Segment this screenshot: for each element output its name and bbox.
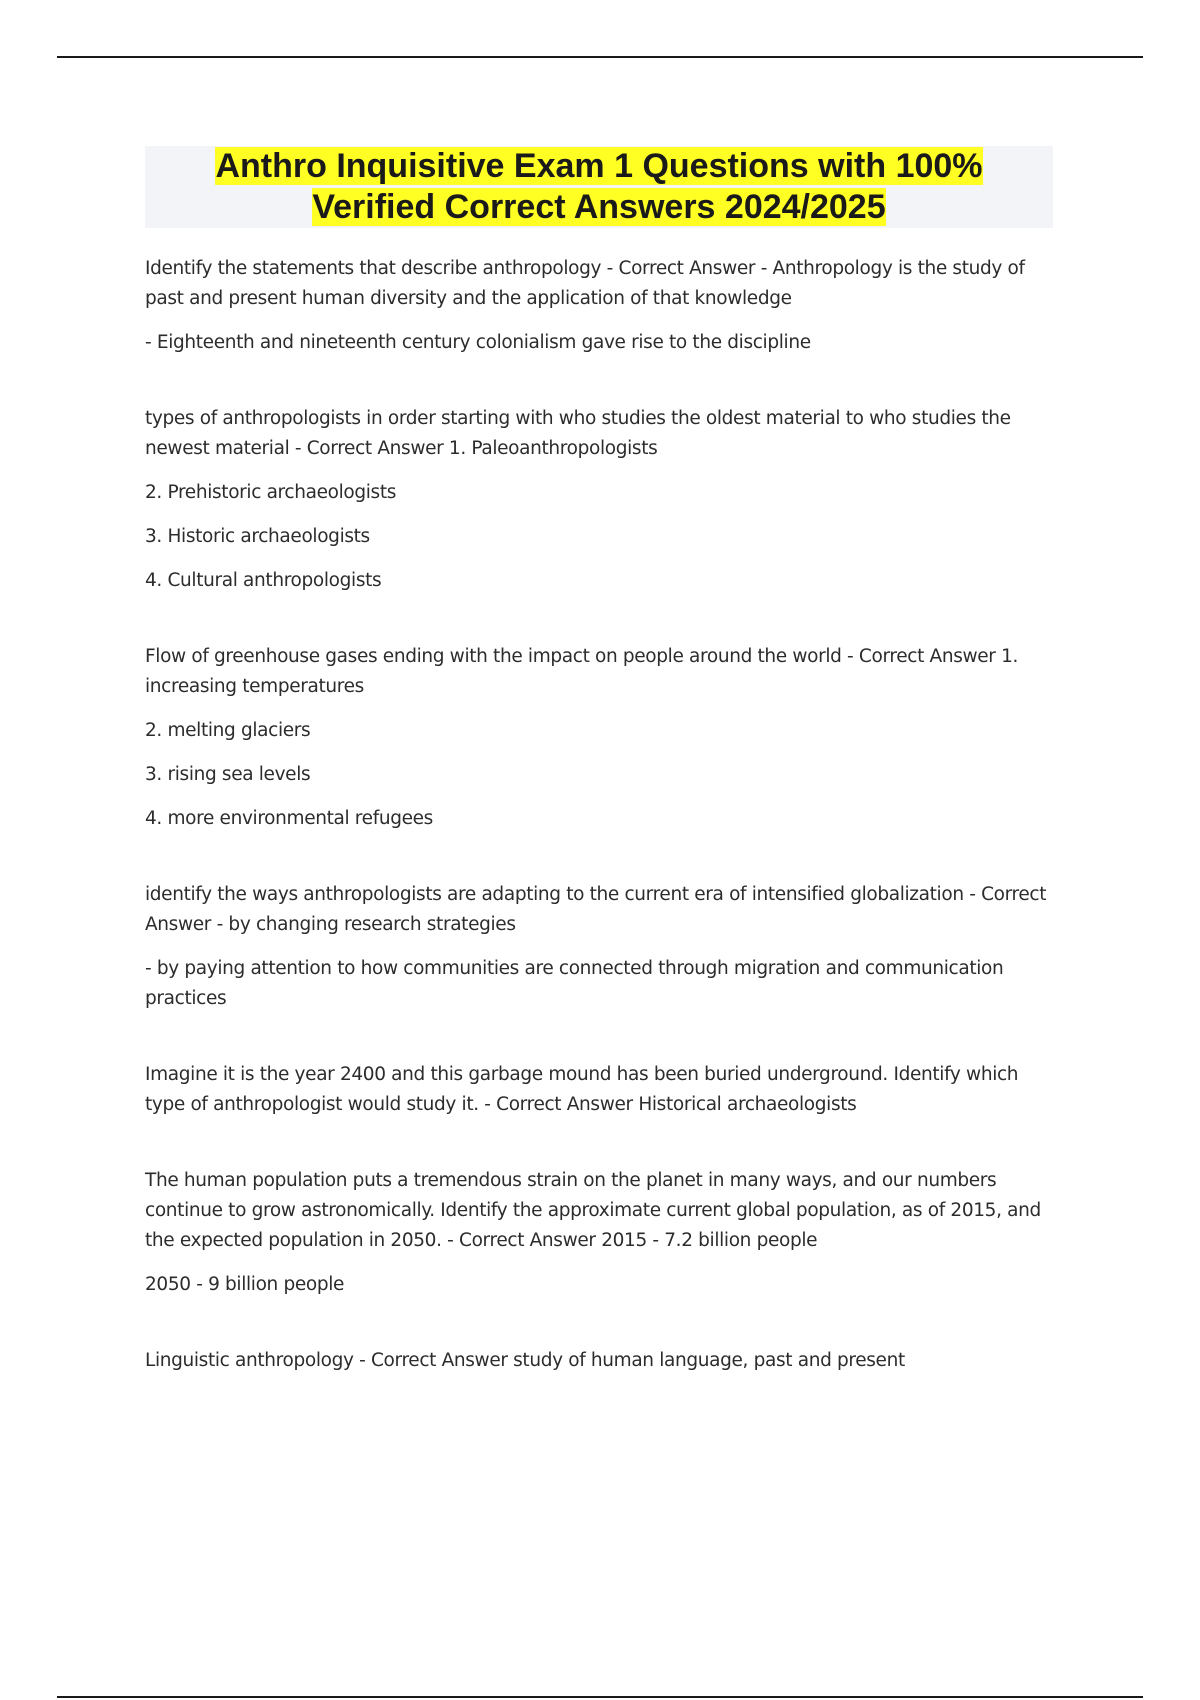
qa-item <box>145 404 1055 596</box>
qa-item <box>145 880 1055 1014</box>
document-title-line-2: Verified Correct Answers 2024/2025 <box>312 188 886 226</box>
question-text: Flow of greenhouse gases ending with the impact on people around the world - Correct Answer 1. increasing temperatures <box>145 646 1019 697</box>
qa-item <box>145 1166 1055 1300</box>
question-text: Imagine it is the year 2400 and this garbage mound has been buried underground. Identify which type of anthropologist would study it. - Correct Answer Historical archaeologists <box>145 1064 1019 1115</box>
footer-rule <box>57 1696 1143 1698</box>
answer-line: 4. more environmental refugees <box>145 808 433 829</box>
question-text: types of anthropologists in order starting with who studies the oldest material to who studies the newest material - Correct Answer 1. Paleoanthropologists <box>145 408 1011 459</box>
question-text: identify the ways anthropologists are adapting to the current era of intensified globalization - Correct Answer - by changing research strategies <box>145 884 1047 935</box>
answer-line: 4. Cultural anthropologists <box>145 570 382 591</box>
answer-line: - Eighteenth and nineteenth century colonialism gave rise to the discipline <box>145 332 811 353</box>
header-rule <box>57 56 1143 58</box>
answer-line: - by paying attention to how communities are connected through migration and communication practices <box>145 958 1004 1009</box>
answer-line: 2. Prehistoric archaeologists <box>145 482 397 503</box>
qa-item <box>145 1346 1055 1376</box>
answer-line: 3. Historic archaeologists <box>145 526 370 547</box>
question-text: The human population puts a tremendous strain on the planet in many ways, and our numbers continue to grow astronomically. Identify the approximate current global population, as of 2015, and the expected population in 2050. - Correct Answer 2015 - 7.2 billion people <box>145 1170 1041 1251</box>
question-text: Identify the statements that describe anthropology - Correct Answer - Anthropology is the study of past and present human diversity and the application of that knowledge <box>145 258 1025 309</box>
title-banner <box>145 146 1053 228</box>
document-title-line-1: Anthro Inquisitive Exam 1 Questions with 100% <box>215 147 983 185</box>
qa-item <box>145 1060 1055 1120</box>
answer-line: 2. melting glaciers <box>145 720 311 741</box>
qa-item <box>145 254 1055 358</box>
question-text: Linguistic anthropology - Correct Answer study of human language, past and present <box>145 1350 905 1371</box>
answer-line: 3. rising sea levels <box>145 764 311 785</box>
answer-line: 2050 - 9 billion people <box>145 1274 345 1295</box>
qa-item <box>145 642 1055 834</box>
qa-list <box>145 254 1055 1422</box>
